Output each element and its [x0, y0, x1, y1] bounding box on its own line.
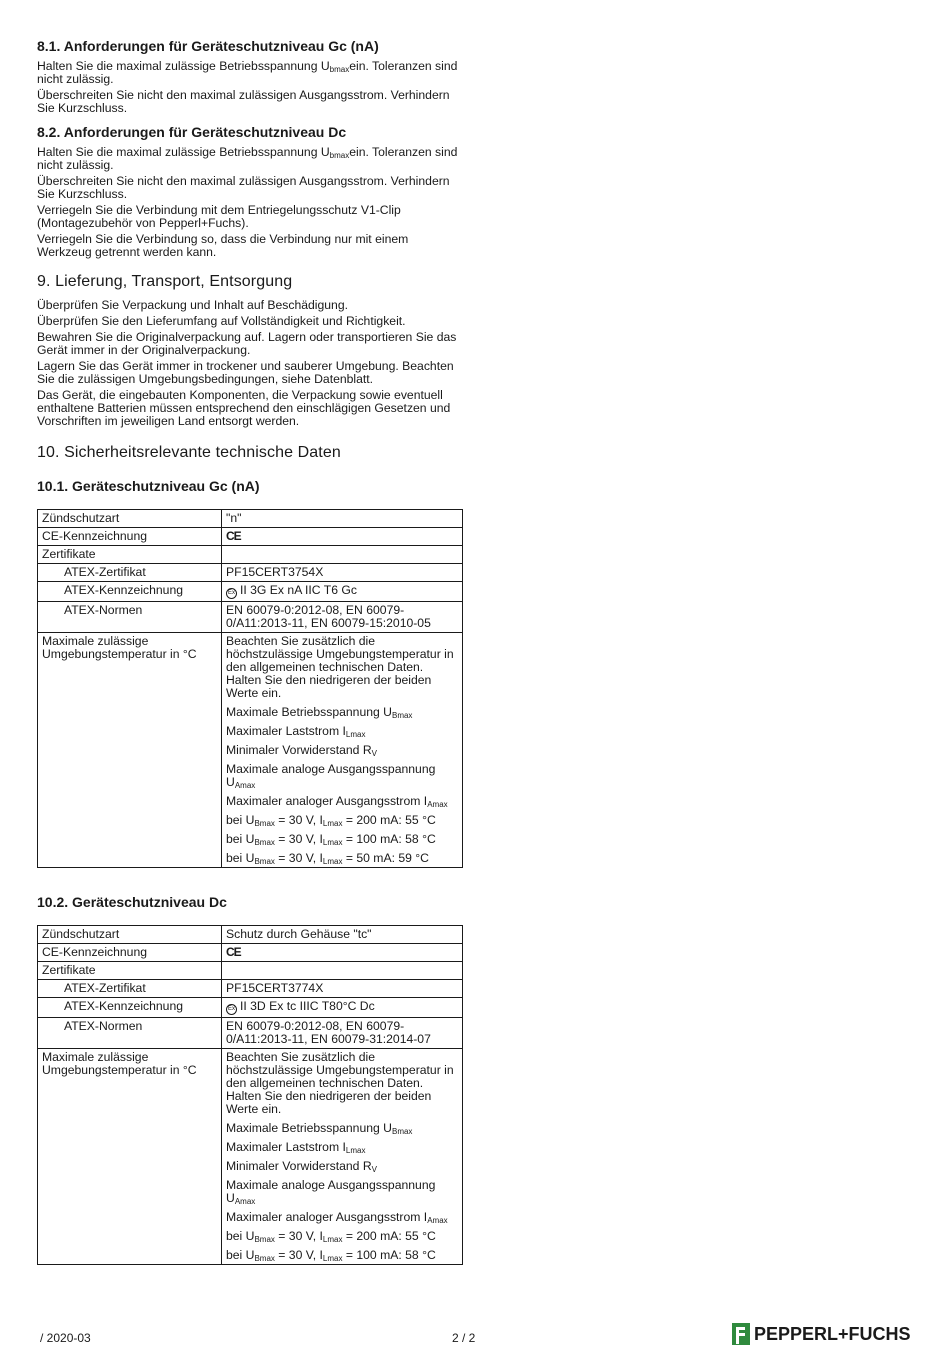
value-temperatur: [222, 633, 463, 868]
temp-note: Beachten Sie zusätzlich die höchstzulässige Umgebungstemperatur in den allgemeinen technischen Daten. Halten Sie den niedrigeren der beiden Werte ein.: [226, 1050, 454, 1116]
heading-8-1: 8.1. Anforderungen für Geräteschutzniveau Gc (nA): [37, 38, 379, 54]
value-atex-zertifikat: PF15CERT3774X: [222, 980, 463, 998]
table-row: [38, 962, 463, 980]
ex-hexagon-icon: Ex: [226, 1004, 237, 1015]
paragraph: Überschreiten Sie nicht den maximal zulässigen Ausgangsstrom. Verhindern Sie Kurzschluss.: [37, 88, 450, 115]
temp-line: Maximaler analoger Ausgangsstrom $I_{Amax}$: [226, 794, 448, 809]
paragraph: Verriegeln Sie die Verbindung so, dass die Verbindung nur mit einem Werkzeug getrennt werden kann.: [37, 232, 409, 259]
temp-line: bei $U_{Bmax} = 30$ V, $I_{Lmax} = 100$ mA: 58 °C: [226, 832, 436, 847]
label-zertifikate: Zertifikate: [38, 962, 222, 980]
heading-10: 10. Sicherheitsrelevante technische Daten: [37, 444, 341, 461]
section-8-1: [37, 38, 463, 118]
value-atex-kennzeichnung: Ex II 3D Ex tc IIIC T80°C Dc: [222, 998, 463, 1018]
footer-page-number: 2 / 2: [452, 1331, 476, 1345]
temp-line: Maximale analoge Ausgangsspannung $U_{Amax}$: [226, 1178, 436, 1206]
value-atex-normen: EN 60079-0:2012-08, EN 60079-0/A11:2013-11, EN 60079-15:2010-05: [222, 602, 463, 633]
table-row: [38, 564, 463, 582]
brand-logo: [732, 1323, 911, 1345]
label-atex-zertifikat: ATEX-Zertifikat: [38, 564, 222, 582]
value-atex-zertifikat: PF15CERT3754X: [222, 564, 463, 582]
temp-line: Maximaler Laststrom $I_{Lmax}$: [226, 724, 366, 739]
section-8-2: [37, 124, 463, 262]
temp-line: bei $U_{Bmax} = 30$ V, $I_{Lmax} = 200$ mA: 55 °C: [226, 813, 436, 828]
label-zuendschutzart: Zündschutzart: [38, 510, 222, 528]
temp-note: Beachten Sie zusätzlich die höchstzulässige Umgebungstemperatur in den allgemeinen technischen Daten. Halten Sie den niedrigeren der beiden Werte ein.: [226, 634, 454, 700]
label-atex-kennzeichnung: ATEX-Kennzeichnung: [38, 582, 222, 602]
table-row: [38, 633, 463, 868]
paragraph: Halten Sie die maximal zulässige Betriebsspannung $U_{bmax}ein$. Toleranzen sind nicht zulässig.: [37, 59, 458, 86]
table-row: [38, 926, 463, 944]
label-atex-normen: ATEX-Normen: [38, 1018, 222, 1049]
label-zuendschutzart: Zündschutzart: [38, 926, 222, 944]
value-atex-normen: EN 60079-0:2012-08, EN 60079-0/A11:2013-11, EN 60079-31:2014-07: [222, 1018, 463, 1049]
label-atex-zertifikat: ATEX-Zertifikat: [38, 980, 222, 998]
value-temperatur: [222, 1049, 463, 1265]
label-temperatur: Maximale zulässige Umgebungstemperatur in °C: [38, 633, 222, 868]
spec-table-dc: [37, 925, 463, 1265]
temp-line: Maximale Betriebsspannung $U_{Bmax}$: [226, 705, 413, 720]
section-10-2: [37, 894, 463, 1265]
paragraph: Lagern Sie das Gerät immer in trockener und sauberer Umgebung. Beachten Sie die zulässigen Umgebungsbedingungen, siehe Datenblatt.: [37, 359, 454, 386]
paragraph: Bewahren Sie die Originalverpackung auf. Lagern oder transportieren Sie das Gerät immer in der Originalverpackung.: [37, 330, 457, 357]
heading-8-2: 8.2. Anforderungen für Geräteschutzniveau Dc: [37, 124, 347, 140]
temp-line: bei $U_{Bmax} = 30$ V, $I_{Lmax} = 200$ mA: 55 °C: [226, 1229, 436, 1244]
section-10: [37, 443, 463, 470]
paragraph: Das Gerät, die eingebauten Komponenten, die Verpackung sowie eventuell enthaltene Batterien müssen entsprechend den einschlägigen Gesetzen und Vorschriften im jeweiligen Land entsorgt werden.: [37, 388, 451, 428]
paragraph: Halten Sie die maximal zulässige Betriebsspannung $U_{bmax}ein$. Toleranzen sind nicht zulässig.: [37, 145, 458, 172]
table-row: [38, 582, 463, 602]
footer-date: / 2020-03: [40, 1331, 91, 1345]
label-zertifikate: Zertifikate: [38, 546, 222, 564]
ce-mark-icon: CE: [226, 945, 241, 959]
heading-9: 9. Lieferung, Transport, Entsorgung: [37, 273, 293, 290]
value-ce: [222, 944, 463, 962]
label-ce: CE-Kennzeichnung: [38, 944, 222, 962]
paragraph: Überprüfen Sie Verpackung und Inhalt auf Beschädigung.: [37, 298, 349, 312]
table-row: [38, 980, 463, 998]
table-row: [38, 944, 463, 962]
label-ce: CE-Kennzeichnung: [38, 528, 222, 546]
value-zuendschutzart: "n": [222, 510, 463, 528]
label-atex-normen: ATEX-Normen: [38, 602, 222, 633]
ce-mark-icon: CE: [226, 529, 241, 543]
temp-line: bei $U_{Bmax} = 30$ V, $I_{Lmax} = 100$ mA: 58 °C: [226, 1248, 436, 1263]
brand-name: PEPPERL+FUCHS: [754, 1323, 911, 1344]
temp-line: Minimaler Vorwiderstand $R_V$: [226, 743, 377, 758]
value-zertifikate: [222, 546, 463, 564]
value-zuendschutzart: Schutz durch Gehäuse "tc": [222, 926, 463, 944]
temp-line: Maximaler analoger Ausgangsstrom $I_{Amax}$: [226, 1210, 448, 1225]
pepperl-fuchs-logo-icon: [732, 1323, 750, 1345]
value-ce: [222, 528, 463, 546]
temp-line: bei $U_{Bmax} = 30$ V, $I_{Lmax} = 50$ mA: 59 °C: [226, 851, 429, 866]
section-9: [37, 272, 463, 431]
temp-line: Maximale Betriebsspannung $U_{Bmax}$: [226, 1121, 413, 1136]
table-row: [38, 528, 463, 546]
paragraph: Überprüfen Sie den Lieferumfang auf Vollständigkeit und Richtigkeit.: [37, 314, 406, 328]
heading-10-2: 10.2. Geräteschutzniveau Dc: [37, 894, 227, 910]
temp-line: Maximale analoge Ausgangsspannung $U_{Amax}$: [226, 762, 436, 790]
table-row: [38, 546, 463, 564]
table-row: [38, 602, 463, 633]
value-atex-kennzeichnung: Ex II 3G Ex nA IIC T6 Gc: [222, 582, 463, 602]
heading-10-1: 10.1. Geräteschutzniveau Gc (nA): [37, 478, 260, 494]
paragraph: Verriegeln Sie die Verbindung mit dem Entriegelungsschutz V1-Clip (Montagezubehör von Pepperl+Fuchs).: [37, 203, 401, 230]
table-row: [38, 1049, 463, 1265]
temp-line: Maximaler Laststrom $I_{Lmax}$: [226, 1140, 366, 1155]
label-temperatur: Maximale zulässige Umgebungstemperatur in °C: [38, 1049, 222, 1265]
temp-line: Minimaler Vorwiderstand $R_V$: [226, 1159, 377, 1174]
label-atex-kennzeichnung: ATEX-Kennzeichnung: [38, 998, 222, 1018]
section-10-1: [37, 478, 463, 868]
table-row: [38, 998, 463, 1018]
table-row: [38, 1018, 463, 1049]
paragraph: Überschreiten Sie nicht den maximal zulässigen Ausgangsstrom. Verhindern Sie Kurzschluss.: [37, 174, 450, 201]
table-row: [38, 510, 463, 528]
spec-table-gc: [37, 509, 463, 868]
ex-hexagon-icon: Ex: [226, 588, 237, 599]
value-zertifikate: [222, 962, 463, 980]
